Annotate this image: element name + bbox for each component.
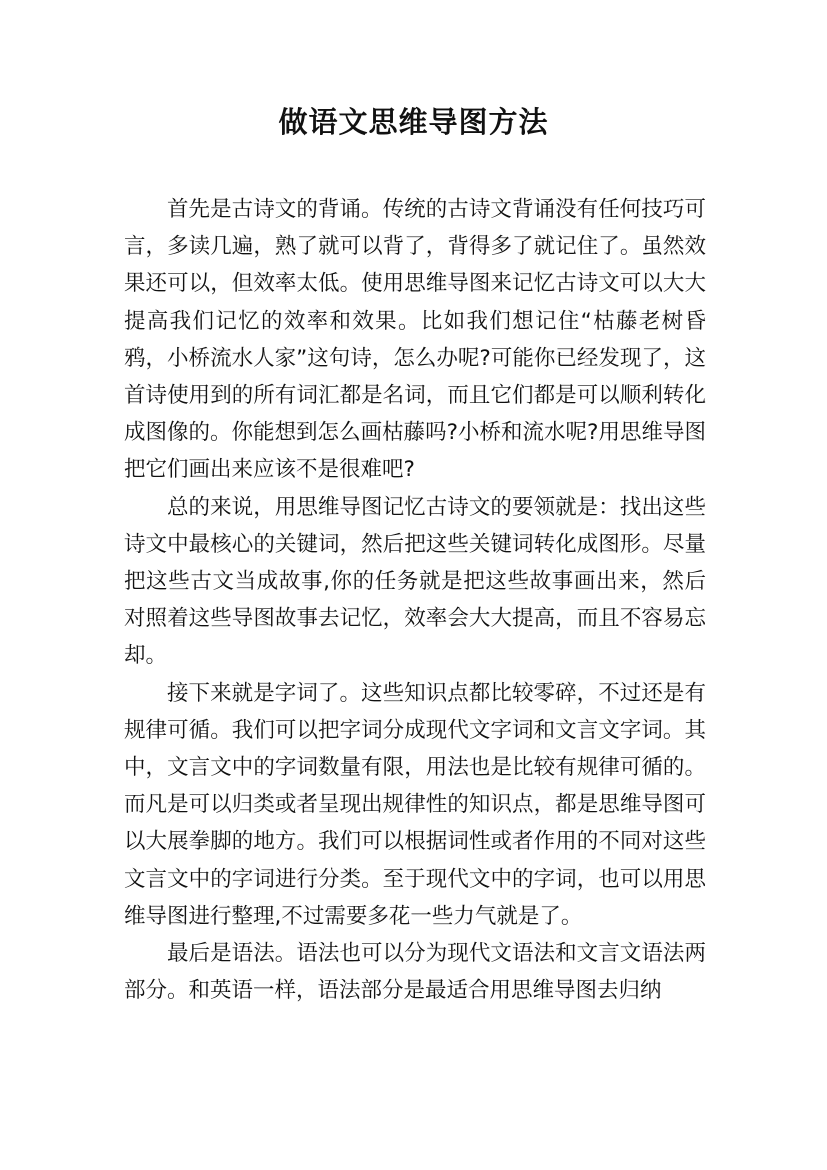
paragraph: 总的来说，用思维导图记忆古诗文的要领就是：找出这些诗文中最核心的关键词，然后把这些关键词转化成图形。尽量把这些古文当成故事,你的任务就是把这些故事画出来，然后对照着这些导图故事去记忆，效率会大大提高，而且不容易忘却。: [124, 494, 706, 669]
document-body: [124, 191, 706, 1009]
paragraph: 首先是古诗文的背诵。传统的古诗文背诵没有任何技巧可言，多读几遍，熟了就可以背了，背得多了就记住了。虽然效果还可以，但效率太低。使用思维导图来记忆古诗文可以大大提高我们记忆的效率和效果。比如我们想记住“枯藤老树昏鸦，小桥流水人家”这句诗，怎么办呢?可能你已经发现了，这首诗使用到的所有词汇都是名词，而且它们都是可以顺利转化成图像的。你能想到怎么画枯藤吗?小桥和流水呢?用思维导图把它们画出来应该不是很难吧?: [124, 197, 706, 483]
document-title: 做语文思维导图方法: [278, 105, 549, 139]
paragraph: 最后是语法。语法也可以分为现代文语法和文言文语法两部分。和英语一样，语法部分是最适合用思维导图去归纳: [124, 941, 706, 1004]
paragraph: 接下来就是字词了。这些知识点都比较零碎，不过还是有规律可循。我们可以把字词分成现代文字词和文言文字词。其中，文言文中的字词数量有限，用法也是比较有规律可循的。而凡是可以归类或者呈现出规律性的知识点，都是思维导图可以大展拳脚的地方。我们可以根据词性或者作用的不同对这些文言文中的字词进行分类。至于现代文中的字词，也可以用思维导图进行整理,不过需要多花一些力气就是了。: [124, 680, 706, 929]
